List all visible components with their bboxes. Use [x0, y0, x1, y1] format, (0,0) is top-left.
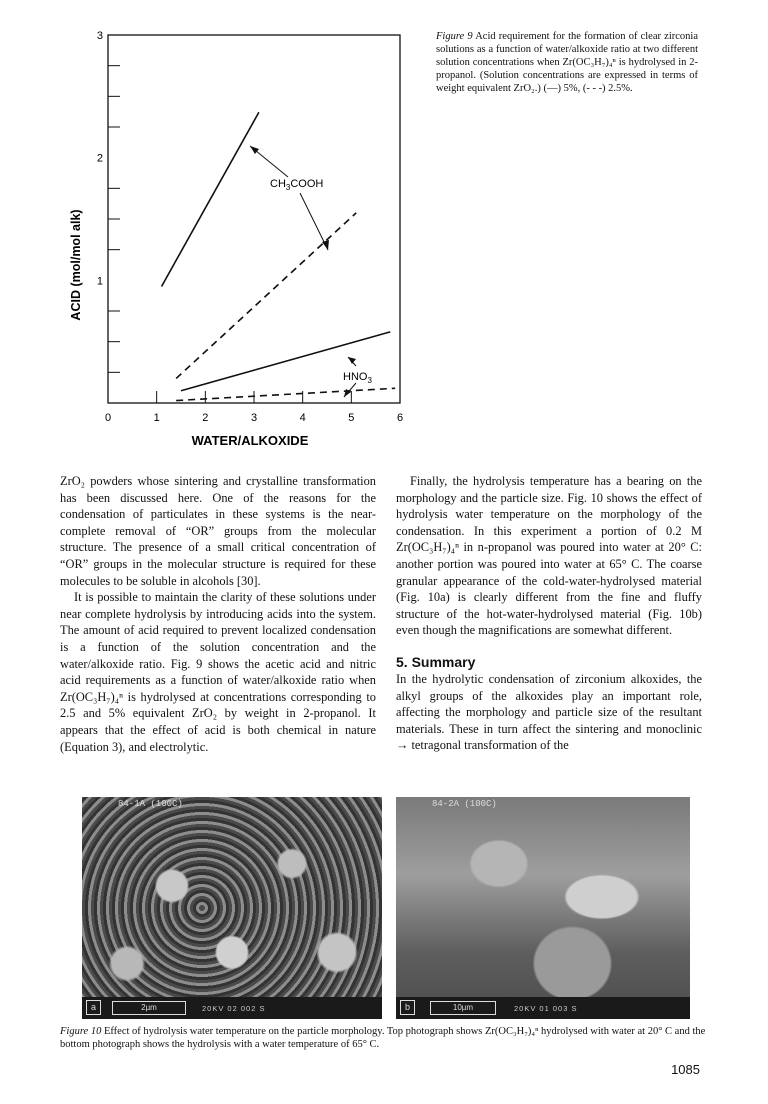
x-tick-label: 5: [348, 412, 355, 424]
photo-b-tag: 84-2A (100C): [432, 799, 497, 809]
right-paragraph-1: Finally, the hydrolysis temperature has a bearing on the morphology and the particle size. Fig. 10 shows the effect of hydrolysis water temperature on the morphology of the condensation. In this experiment a portion of 0.2 M Zr(OC₃H₇)₄ⁿ in n-propanol was poured into water at 20° C: another portion was poured into water at 65° C. The coarse granular appearance of the cold-water-hydrolysed material (Fig. 10a) is clearly different from the fine and fluffy structure of the hot-water-hydrolysed material (Fig. 10b) even though the magnifications are somewhat different.: [396, 474, 702, 638]
figure-9-chart: [60, 25, 420, 455]
figure-10-caption: [60, 1025, 708, 1051]
figure-10-label: Figure 10: [60, 1026, 102, 1037]
annotation-hno3: $HNO_3$: [343, 371, 372, 385]
photo-b-letter: b: [400, 1000, 415, 1015]
photo-b-info: 20KV 01 003 S: [514, 1004, 578, 1013]
photo-a-scale-bar: 2µm: [112, 1001, 186, 1015]
y-tick-label: 2: [96, 152, 103, 165]
annotation-arrowhead: [322, 240, 329, 250]
series-line-ch3cooh-dashed: [176, 213, 356, 379]
figure-10-caption-text: Effect of hydrolysis water temperature on the particle morphology. Top photograph shows Zr(OC₃H₇)₄ⁿ hydrolysed with water at 20° C and the bottom photograph shows the hydrolysis with a water temperature of 65° C.: [60, 1026, 706, 1050]
x-tick-label: 0: [104, 412, 112, 424]
series-line-ch3cooh-solid: [162, 112, 259, 286]
section-heading-summary: 5. Summary: [396, 653, 476, 670]
plot-frame: [108, 35, 400, 403]
left-paragraph-1: ZrO₂ powders whose sintering and crystalline transformation has been discussed here. One of the reasons for the condensation of particulates in these systems is the near-complete removal of “OR” groups from the molecular structure. The presence of a small critical concentration of “OR” groups in the molecular structure is required for these molecules to be soluble in alcohols [30].: [60, 474, 376, 588]
page-number: 1085: [671, 1062, 700, 1077]
sem-photo-a: [82, 797, 382, 1019]
annotation-ch3cooh: $CH_3COOH$: [270, 178, 324, 192]
photo-a-tag: 84-1A (100C): [118, 799, 183, 809]
left-paragraph-2: It is possible to maintain the clarity of these solutions under near complete hydrolysis by introducing acids into the system. The amount of acid required to prevent localized condensation is a function of the solution concentration and the water/alkoxide ratio. Fig. 9 shows the acetic acid and nitric acid requirements as a function of water/alkoxide ratio when Zr(OC₃H₇)₄ⁿ is hydrolysed at concentrations corresponding to 2.5 and 5% equivalent ZrO₂ by weight in 2-propanol. It appears that the effect of acid is both chemical in nature (Equation 3), and electrolytic.: [60, 590, 376, 754]
x-tick-label: 4: [299, 412, 306, 424]
y-axis-label: ACID (mol/mol alk): [69, 209, 83, 321]
annotation-arrowhead: [348, 357, 356, 364]
left-column: [60, 473, 376, 755]
y-tick-label: 3: [96, 30, 103, 42]
photo-a-letter: a: [86, 1000, 101, 1015]
x-tick-label: 2: [202, 412, 209, 424]
x-tick-label: 1: [153, 412, 160, 424]
figure-9-caption: [436, 30, 698, 95]
x-tick-label: 6: [396, 412, 404, 424]
right-column: [396, 473, 702, 754]
x-tick-label: 3: [250, 412, 258, 424]
x-axis-label: WATER/ALKOXIDE: [191, 433, 309, 448]
figure-9-label: Figure 9: [436, 31, 473, 42]
right-paragraph-2: In the hydrolytic condensation of zirconium alkoxides, the alkyl groups of the alkoxides play an important role, affecting the morphology and particle size of the resultant materials. These in turn affect the sintering and monoclinic → tetragonal transformation of the: [396, 671, 702, 753]
series-line-hno3-dashed: [176, 388, 395, 400]
figure-9-caption-text: Acid requirement for the formation of clear zirconia solutions as a function of water/alkoxide ratio at two different solution concentrations when Zr(OC₃H₇)₄ⁿ is hydrolysed in 2-propanol. (Solution concentrations are expressed in terms of weight equivalent ZrO₂.) (—) 5%, (- - -) 2.5%.: [436, 31, 698, 94]
sem-photo-b: [396, 797, 690, 1019]
annotation-arrow: [300, 193, 328, 250]
y-tick-label: 1: [96, 275, 103, 288]
photo-b-scale-bar: 10µm: [430, 1001, 496, 1015]
photo-a-info: 20KV 02 002 S: [202, 1004, 266, 1013]
